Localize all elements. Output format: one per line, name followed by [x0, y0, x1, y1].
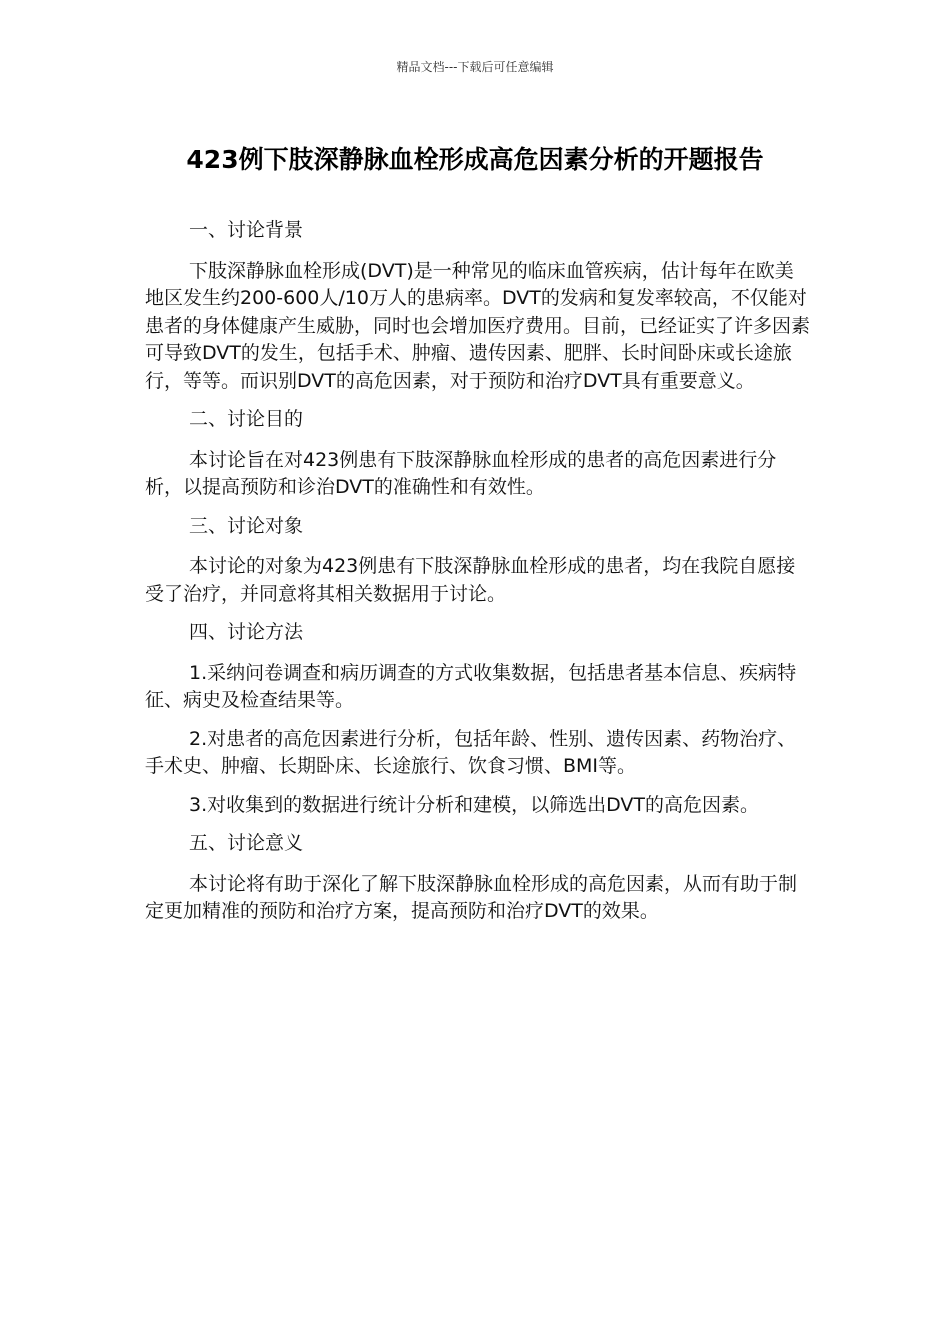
paragraph-subjects: 本讨论的对象为423例患有下肢深静脉血栓形成的患者，均在我院自愿接受了治疗，并同意将其相关数据用于讨论。 [145, 555, 796, 605]
paragraph-background: 下肢深静脉血栓形成(DVT)是一种常见的临床血管疾病，估计每年在欧美地区发生约200-600人/10万人的患病率。DVT的发病和复发率较高，不仅能对患者的身体健康产生威胁，同时也会增加医疗费用。目前，已经证实了许多因素可导致DVT的发生，包括手术、肿瘤、遗传因素、肥胖、长时间卧床或长途旅行，等等。而识别DVT的高危因素，对于预防和治疗DVT具有重要意义。 [145, 259, 811, 392]
section-heading-significance: 五、讨论意义 [189, 832, 304, 854]
paragraph-method-3: 3.对收集到的数据进行统计分析和建模，以筛选出DVT的高危因素。 [189, 793, 760, 816]
paragraph-purpose: 本讨论旨在对423例患有下肢深静脉血栓形成的患者的高危因素进行分析，以提高预防和诊治DVT的准确性和有效性。 [145, 448, 777, 498]
section-heading-background: 一、讨论背景 [189, 219, 304, 241]
paragraph-method-2: 2.对患者的高危因素进行分析，包括年龄、性别、遗传因素、药物治疗、手术史、肿瘤、长期卧床、长途旅行、饮食习惯、BMI等。 [145, 727, 797, 777]
section-heading-purpose: 二、讨论目的 [189, 408, 304, 430]
document-body [145, 217, 810, 937]
document-title: 423例下肢深静脉血栓形成高危因素分析的开题报告 [186, 145, 764, 174]
page-header-note: 精品文档---下载后可任意编辑 [396, 60, 554, 74]
paragraph-method-1: 1.采纳问卷调查和病历调查的方式收集数据，包括患者基本信息、疾病特征、病史及检查结果等。 [145, 661, 797, 711]
section-heading-subjects: 三、讨论对象 [189, 514, 304, 537]
paragraph-significance: 本讨论将有助于深化了解下肢深静脉血栓形成的高危因素，从而有助于制定更加精准的预防和治疗方案，提高预防和治疗DVT的效果。 [145, 872, 798, 922]
section-heading-methods: 四、讨论方法 [189, 621, 304, 643]
